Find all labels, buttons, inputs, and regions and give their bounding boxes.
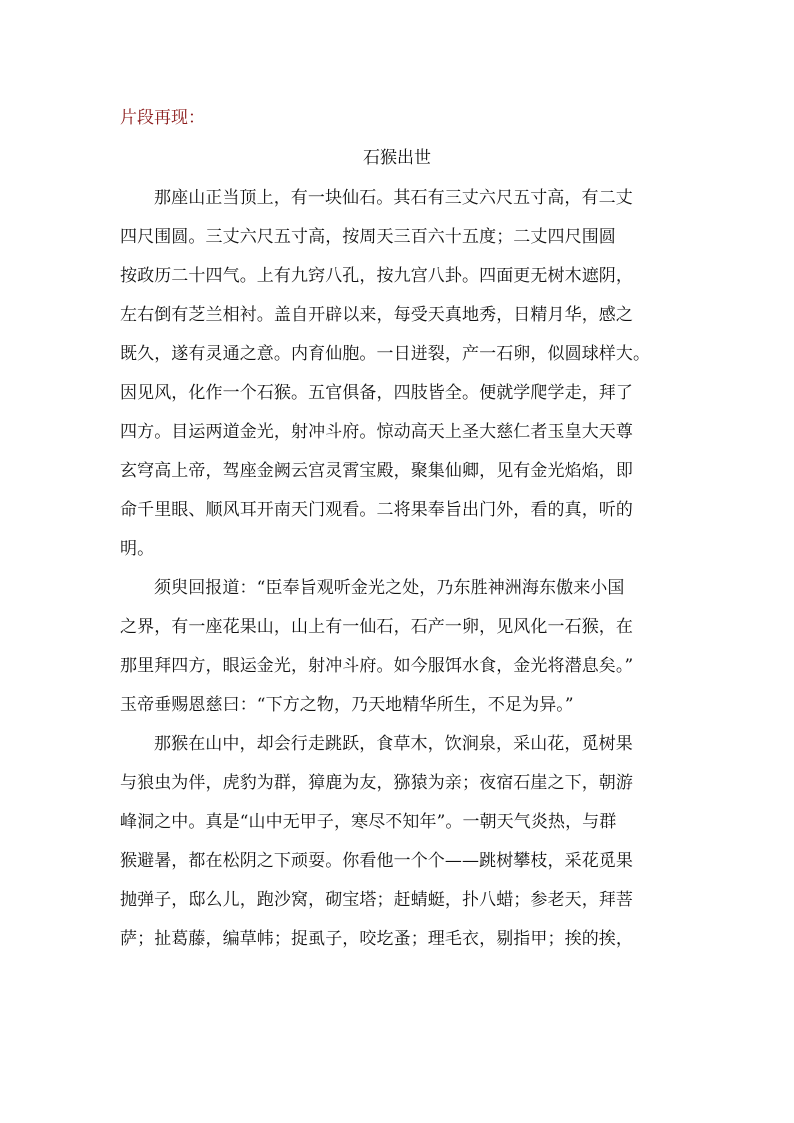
text-line: 之界，有一座花果山，山上有一仙石，石产一卵，见风化一石猴，在: [120, 617, 633, 637]
text-line: 命千里眼、顺风耳开南天门观看。二将果奉旨出门外，看的真，听的: [120, 500, 633, 520]
section-label: 片段再现：: [120, 108, 205, 128]
text-line: 明。: [120, 539, 155, 559]
text-line: 须臾回报道：“臣奉旨观听金光之处，乃东胜神洲海东傲来小国: [154, 578, 625, 598]
text-line: 既久，遂有灵通之意。内育仙胞。一日迸裂，产一石卵，似圆球样大。: [120, 344, 651, 364]
text-line: 因见风，化作一个石猴。五官俱备，四肢皆全。便就学爬学走，拜了: [120, 383, 633, 403]
text-line: 猴避暑，都在松阴之下顽耍。你看他一个个——跳树攀枝，采花觅果: [120, 851, 633, 871]
text-line: 玉帝垂赐恩慈曰：“下方之物，乃天地精华所生，不足为异。”: [120, 695, 574, 715]
text-line: 那猴在山中，却会行走跳跃，食草木，饮涧泉，采山花，觅树果: [154, 734, 633, 754]
text-line: 峰洞之中。真是“山中无甲子，寒尽不知年”。一朝天气炎热，与群: [120, 812, 617, 832]
text-line: 与狼虫为伴，虎豹为群，獐鹿为友，猕猿为亲；夜宿石崖之下，朝游: [120, 773, 633, 793]
text-line: 左右倒有芝兰相衬。盖自开辟以来，每受天真地秀，日精月华，感之: [120, 305, 633, 325]
text-line: 那座山正当顶上，有一块仙石。其石有三丈六尺五寸高，有二丈: [154, 188, 633, 208]
text-line: 玄穹高上帝，驾座金阙云宫灵霄宝殿，聚集仙卿，见有金光焰焰，即: [120, 461, 633, 481]
text-line: 按政历二十四气。上有九窍八孔，按九宫八卦。四面更无树木遮阴，: [120, 266, 633, 286]
text-line: 那里拜四方，眼运金光，射冲斗府。如今服饵水食，金光将潜息矣。”: [120, 656, 634, 676]
document-title: 石猴出世: [363, 148, 431, 168]
text-line: 四方。目运两道金光，射冲斗府。惊动高天上圣大慈仁者玉皇大天尊: [120, 422, 633, 442]
text-line: 抛弹子，邸么儿，跑沙窝，砌宝塔；赶蜻蜓，扑八蜡；参老天，拜菩: [120, 890, 633, 910]
text-line: 四尺围圆。三丈六尺五寸高，按周天三百六十五度；二丈四尺围圆: [120, 227, 616, 247]
text-line: 萨；扯葛藤，编草帏；捉虱子，咬圪蚤；理毛衣，剔指甲；挨的挨，: [120, 929, 633, 949]
